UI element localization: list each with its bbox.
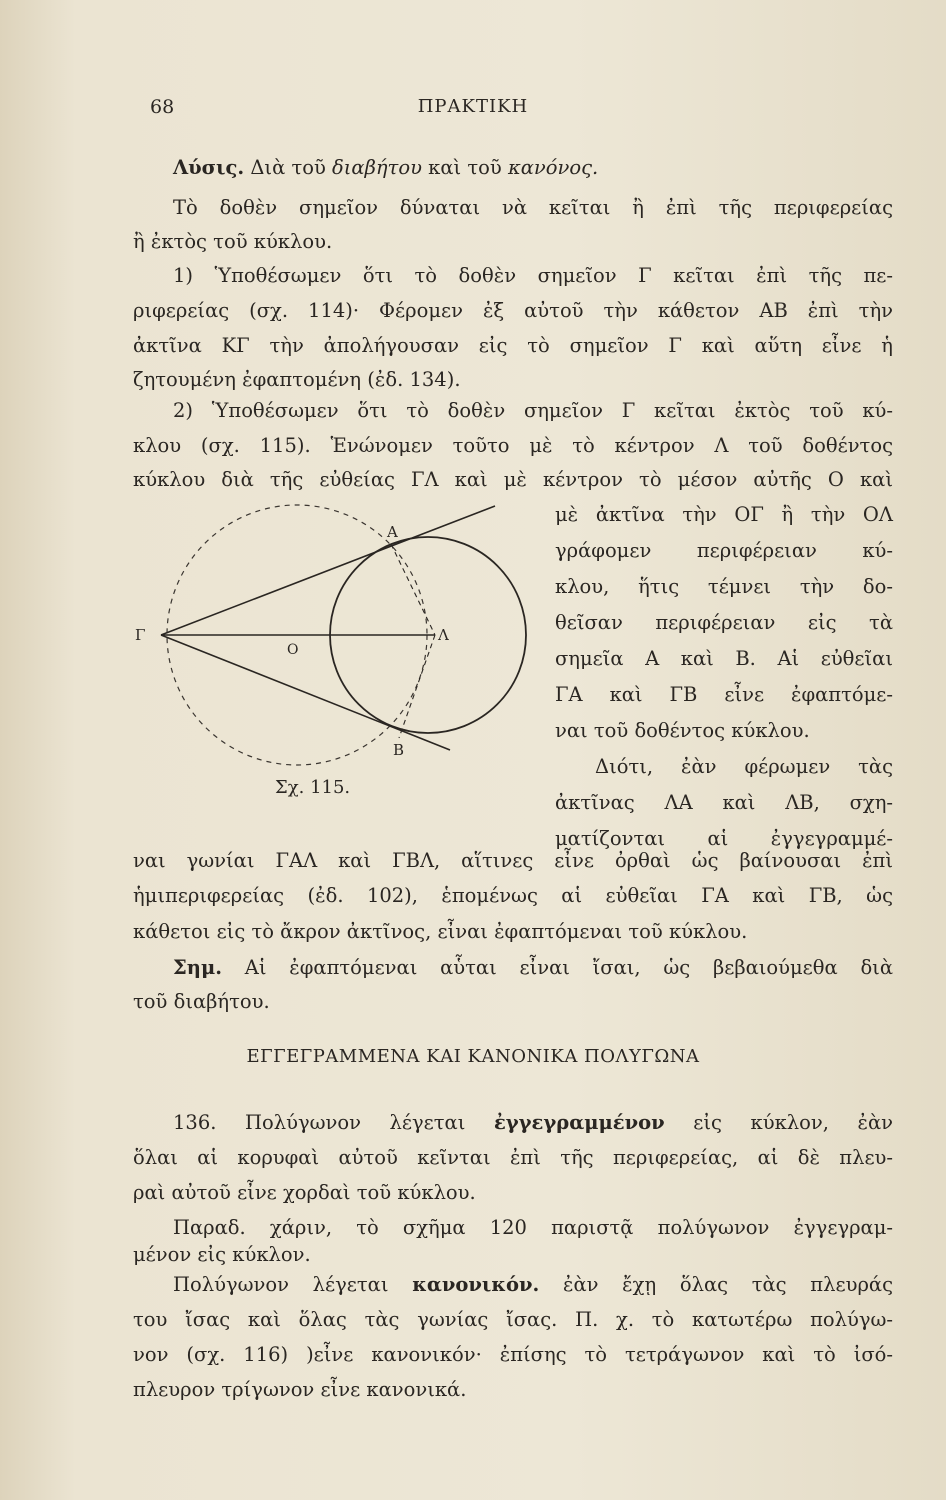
figure-caption: Σχ. 115. <box>275 777 351 798</box>
case2-col-line: σημεῖα Α καὶ Β. Αἱ εὐθεῖαι <box>555 647 893 670</box>
case2-col-line: θεῖσαν περιφέρειαν εἰς τὰ <box>555 611 893 634</box>
case1-line4: ζητουμένη ἐφαπτομένη (ἐδ. 134). <box>133 368 461 391</box>
case2-line3: κύκλου διὰ τῆς εὐθείας ΓΛ καὶ μὲ κέντρον τὸ μέσον αὐτῆς Ο καὶ <box>133 468 893 491</box>
def136-term: ἐγγεγραμμένον <box>493 1111 665 1134</box>
page-header <box>0 96 946 126</box>
def136-number: 136. <box>173 1111 217 1134</box>
label-A: A <box>387 523 398 541</box>
case1-line2: ριφερείας (σχ. 114)· Φέρομεν ἐξ αὐτοῦ τὴν κάθετον ΑΒ ἐπὶ τὴν <box>133 299 893 322</box>
reason-line3: κάθετοι εἰς τὸ ἄκρον ἀκτῖνος, εἶναι ἐφαπτόμεναι τοῦ κύκλου. <box>133 920 748 943</box>
def136-line3: ραὶ αὐτοῦ εἶνε χορδαὶ τοῦ κύκλου. <box>133 1181 476 1204</box>
label-L: Λ <box>438 626 449 644</box>
para1-line1: Τὸ δοθὲν σημεῖον δύναται νὰ κεῖται ἢ ἐπὶ τῆς περιφερείας <box>173 196 893 219</box>
regular-pre: Πολύγωνον λέγεται <box>173 1273 389 1296</box>
running-title: ΠΡΑΚΤΙΚΗ <box>417 96 529 117</box>
case2-line2: κλου (σχ. 115). Ἑνώνομεν τοῦτο μὲ τὸ κέντρον Λ τοῦ δοθέντος <box>133 434 893 457</box>
case1-line3: ἀκτῖνα ΚΓ τὴν ἀπολήγουσαν εἰς τὸ σημεῖον Γ καὶ αὕτη εἶνε ἡ <box>133 334 893 357</box>
solution-emph-compass: διαβήτου <box>332 156 422 179</box>
case2-col-line: κλου, ἥτις τέμνει τὴν δο- <box>555 575 893 598</box>
figure-115 <box>125 490 535 784</box>
remark-label: Σημ. <box>173 956 223 979</box>
def136-line2: ὅλαι αἱ κορυφαὶ αὐτοῦ κεῖνται ἐπὶ τῆς περιφερείας, αἱ δὲ πλευ- <box>133 1146 893 1169</box>
regular-line2: του ἴσας καὶ ὅλας τὰς γωνίας ἴσας. Π. χ. τὸ κατωτέρω πολύγω- <box>133 1308 893 1331</box>
regular-line1 <box>133 1267 893 1302</box>
regular-line4: πλευρον τρίγωνον εἶνε κανονικά. <box>133 1378 467 1401</box>
case2-col-line: ΓΑ καὶ ΓΒ εἶνε ἐφαπτόμε- <box>555 683 893 706</box>
page-number: 68 <box>150 96 175 118</box>
solution-line <box>173 150 933 185</box>
def136-post: εἰς κύκλον, ἐὰν <box>693 1111 893 1134</box>
solution-mid: καὶ τοῦ <box>428 156 502 179</box>
case2-line1: 2) Ὑποθέσωμεν ὅτι τὸ δοθὲν σημεῖον Γ κεῖται ἐκτὸς τοῦ κύ- <box>173 399 893 422</box>
solution-emph-ruler: κανόνος. <box>507 156 599 179</box>
solution-lead: Διὰ τοῦ <box>250 156 326 179</box>
regular-line3: νον (σχ. 116) )εἶνε κανονικόν· ἐπίσης τὸ τετράγωνον καὶ τὸ ἰσό- <box>133 1343 893 1366</box>
example-line2: μένον εἰς κύκλον. <box>133 1243 311 1266</box>
reason-col-line: ματίζονται αἱ ἐγγεγραμμέ- <box>555 827 893 850</box>
tangent-construction-diagram <box>125 490 535 780</box>
radius-LB <box>399 635 435 738</box>
def136-pre: Πολύγωνον λέγεται <box>245 1111 466 1134</box>
solution-label: Λύσις. <box>173 156 245 179</box>
reason-col-line: Διότι, ἐὰν φέρωμεν τὰς <box>595 755 893 778</box>
reason-col-line: ἀκτῖνας ΛΑ καὶ ΛΒ, σχη- <box>555 791 893 814</box>
case2-col-line: ναι τοῦ δοθέντος κύκλου. <box>555 719 810 742</box>
label-G: Γ <box>135 626 146 644</box>
radius-LA <box>391 544 435 635</box>
tangent-GA <box>161 506 495 635</box>
regular-post: ἐὰν ἔχῃ ὅλας τὰς πλευράς <box>562 1273 893 1296</box>
reason-line1: ναι γωνίαι ΓΑΛ καὶ ΓΒΛ, αἵτινες εἶνε ὀρθαὶ ὡς βαίνουσαι ἐπὶ <box>133 849 893 872</box>
section-heading: ΕΓΓΕΓΡΑΜΜΕΝΑ ΚΑΙ ΚΑΝΟΝΙΚΑ ΠΟΛΥΓΩΝΑ <box>246 1046 700 1067</box>
case1-line1: 1) Ὑποθέσωμεν ὅτι τὸ δοθὲν σημεῖον Γ κεῖται ἐπὶ τῆς πε- <box>173 264 893 287</box>
label-B: B <box>393 741 405 759</box>
remark-line2: τοῦ διαβήτου. <box>133 990 270 1013</box>
case2-col-line: γράφομεν περιφέρειαν κύ- <box>555 539 893 562</box>
label-O: O <box>287 642 299 658</box>
def136-line1 <box>133 1105 893 1140</box>
remark-text: Αἱ ἐφαπτόμεναι αὗται εἶναι ἴσαι, ὡς βεβαιούμεθα διὰ <box>244 956 893 979</box>
example-line1: Παραδ. χάριν, τὸ σχῆμα 120 παριστᾷ πολύγωνον ἐγγεγραμ- <box>173 1216 893 1239</box>
case2-column <box>555 497 893 857</box>
para1-line2: ἢ ἐκτὸς τοῦ κύκλου. <box>133 230 333 253</box>
case2-col-line: μὲ ἀκτῖνα τὴν ΟΓ ἢ τὴν ΟΛ <box>555 503 893 526</box>
tangent-GB <box>161 635 450 750</box>
regular-term: κανονικόν. <box>412 1273 540 1296</box>
remark-line1 <box>133 950 893 985</box>
reason-line2: ἡμιπεριφερείας (ἐδ. 102), ἑπομένως αἱ εὐθεῖαι ΓΑ καὶ ΓΒ, ὡς <box>133 884 893 907</box>
